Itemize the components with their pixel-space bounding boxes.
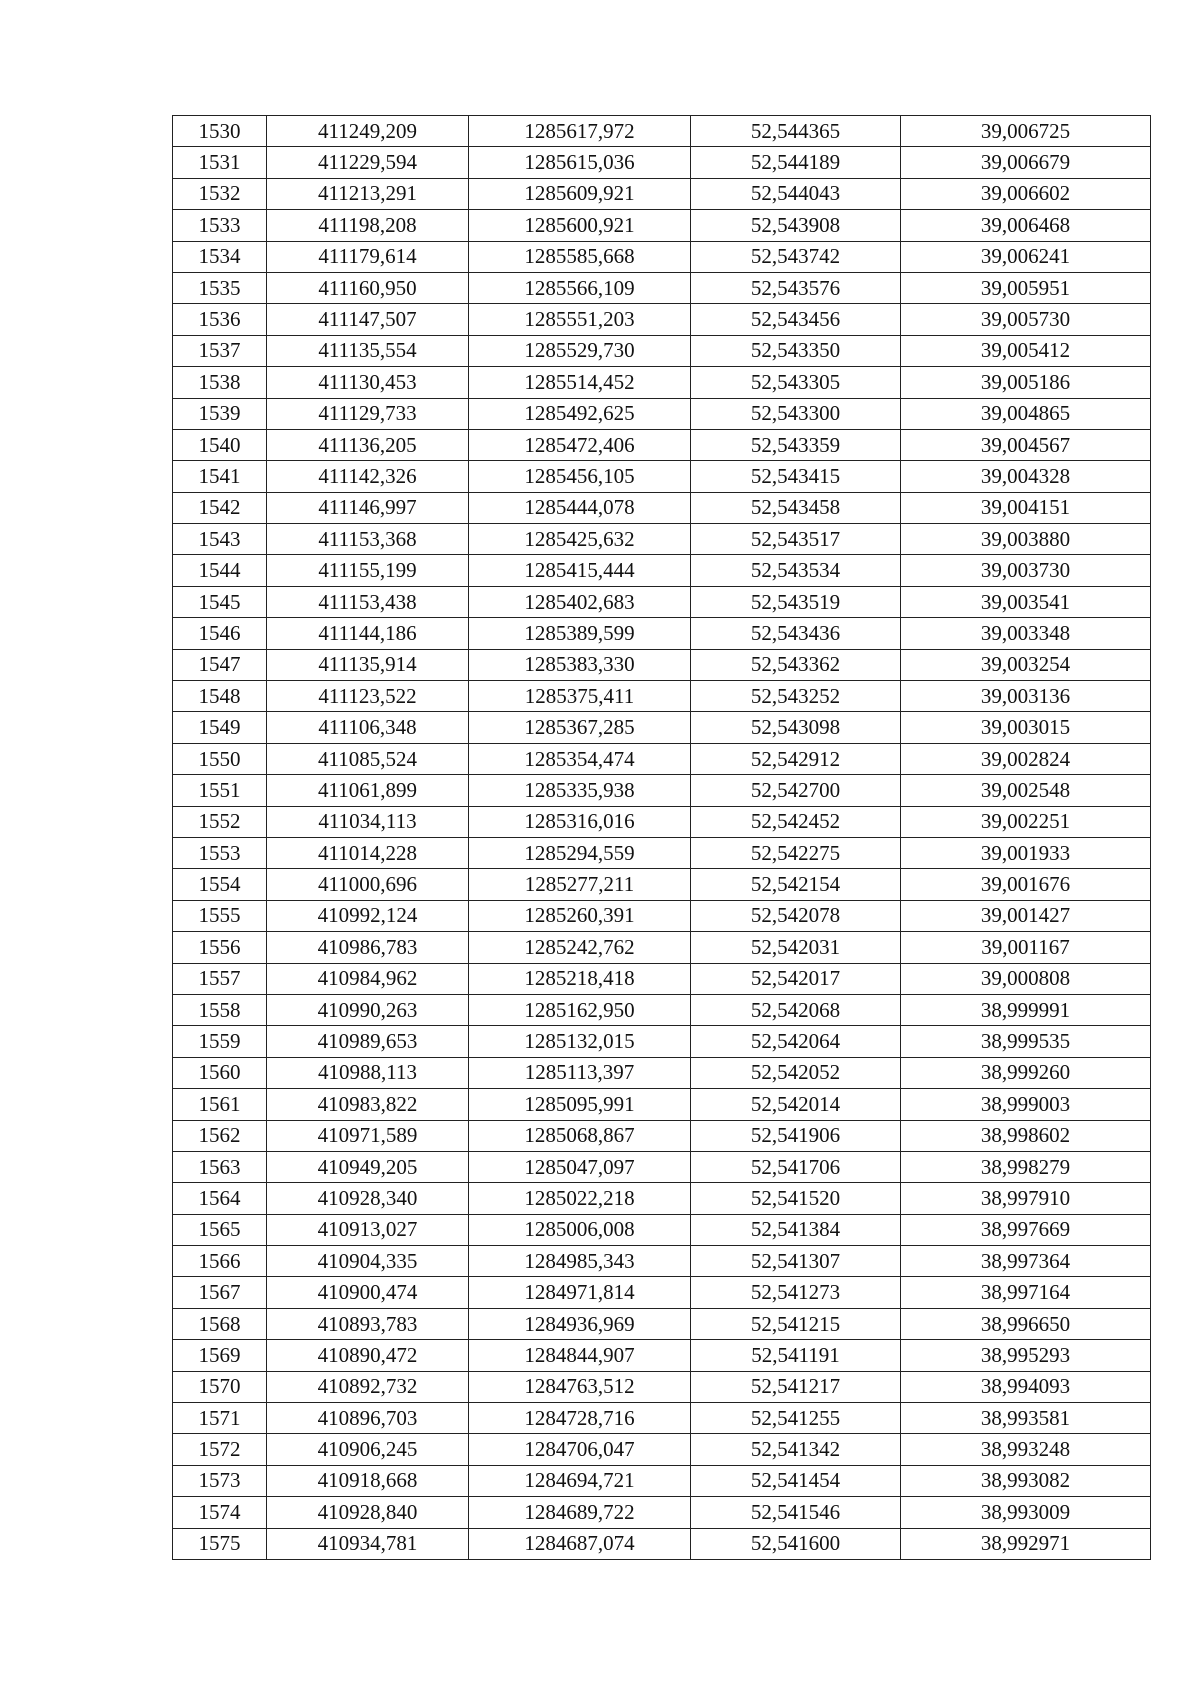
point-number-cell: 1551 — [173, 775, 267, 806]
latitude-cell: 52,544043 — [691, 178, 901, 209]
latitude-cell: 52,542031 — [691, 932, 901, 963]
y-coordinate-cell: 1284706,047 — [469, 1434, 691, 1465]
y-coordinate-cell: 1284936,969 — [469, 1308, 691, 1339]
point-number-cell: 1573 — [173, 1465, 267, 1496]
latitude-cell: 52,541384 — [691, 1214, 901, 1245]
table-row — [173, 461, 1151, 492]
longitude-cell: 39,005412 — [901, 335, 1151, 366]
point-number-cell: 1553 — [173, 837, 267, 868]
point-number-cell: 1540 — [173, 429, 267, 460]
x-coordinate-cell: 410988,113 — [267, 1057, 469, 1088]
point-number-cell: 1544 — [173, 555, 267, 586]
latitude-cell: 52,543098 — [691, 712, 901, 743]
x-coordinate-cell: 411129,733 — [267, 398, 469, 429]
latitude-cell: 52,541546 — [691, 1497, 901, 1528]
table-row — [173, 932, 1151, 963]
longitude-cell: 39,001933 — [901, 837, 1151, 868]
longitude-cell: 39,001167 — [901, 932, 1151, 963]
y-coordinate-cell: 1285375,411 — [469, 681, 691, 712]
table-row — [173, 586, 1151, 617]
latitude-cell: 52,543534 — [691, 555, 901, 586]
y-coordinate-cell: 1285600,921 — [469, 210, 691, 241]
latitude-cell: 52,542275 — [691, 837, 901, 868]
x-coordinate-cell: 411198,208 — [267, 210, 469, 241]
x-coordinate-cell: 411160,950 — [267, 272, 469, 303]
point-number-cell: 1550 — [173, 743, 267, 774]
point-number-cell: 1574 — [173, 1497, 267, 1528]
table-row — [173, 524, 1151, 555]
latitude-cell: 52,543415 — [691, 461, 901, 492]
latitude-cell: 52,543456 — [691, 304, 901, 335]
point-number-cell: 1565 — [173, 1214, 267, 1245]
point-number-cell: 1532 — [173, 178, 267, 209]
y-coordinate-cell: 1285402,683 — [469, 586, 691, 617]
x-coordinate-cell: 411135,554 — [267, 335, 469, 366]
longitude-cell: 39,006725 — [901, 116, 1151, 147]
y-coordinate-cell: 1285354,474 — [469, 743, 691, 774]
x-coordinate-cell: 410986,783 — [267, 932, 469, 963]
longitude-cell: 39,004865 — [901, 398, 1151, 429]
point-number-cell: 1536 — [173, 304, 267, 335]
y-coordinate-cell: 1284763,512 — [469, 1371, 691, 1402]
table-row — [173, 1403, 1151, 1434]
table-row — [173, 1214, 1151, 1245]
longitude-cell: 39,005730 — [901, 304, 1151, 335]
latitude-cell: 52,543908 — [691, 210, 901, 241]
x-coordinate-cell: 411229,594 — [267, 147, 469, 178]
longitude-cell: 39,002548 — [901, 775, 1151, 806]
longitude-cell: 39,001427 — [901, 900, 1151, 931]
longitude-cell: 39,006468 — [901, 210, 1151, 241]
y-coordinate-cell: 1285294,559 — [469, 837, 691, 868]
point-number-cell: 1575 — [173, 1528, 267, 1559]
table-row — [173, 775, 1151, 806]
longitude-cell: 39,006241 — [901, 241, 1151, 272]
longitude-cell: 38,999003 — [901, 1089, 1151, 1120]
longitude-cell: 39,002824 — [901, 743, 1151, 774]
y-coordinate-cell: 1285514,452 — [469, 367, 691, 398]
x-coordinate-cell: 411147,507 — [267, 304, 469, 335]
table-row — [173, 1183, 1151, 1214]
point-number-cell: 1537 — [173, 335, 267, 366]
point-number-cell: 1535 — [173, 272, 267, 303]
table-row — [173, 1308, 1151, 1339]
table-row — [173, 335, 1151, 366]
y-coordinate-cell: 1285218,418 — [469, 963, 691, 994]
table-row — [173, 869, 1151, 900]
latitude-cell: 52,541520 — [691, 1183, 901, 1214]
x-coordinate-cell: 410928,340 — [267, 1183, 469, 1214]
y-coordinate-cell: 1285047,097 — [469, 1151, 691, 1182]
table-row — [173, 806, 1151, 837]
point-number-cell: 1558 — [173, 994, 267, 1025]
latitude-cell: 52,542452 — [691, 806, 901, 837]
point-number-cell: 1559 — [173, 1026, 267, 1057]
x-coordinate-cell: 410983,822 — [267, 1089, 469, 1120]
x-coordinate-cell: 410992,124 — [267, 900, 469, 931]
x-coordinate-cell: 410904,335 — [267, 1246, 469, 1277]
point-number-cell: 1546 — [173, 618, 267, 649]
longitude-cell: 38,997910 — [901, 1183, 1151, 1214]
y-coordinate-cell: 1285162,950 — [469, 994, 691, 1025]
longitude-cell: 39,005951 — [901, 272, 1151, 303]
point-number-cell: 1555 — [173, 900, 267, 931]
table-row — [173, 367, 1151, 398]
latitude-cell: 52,541342 — [691, 1434, 901, 1465]
x-coordinate-cell: 411000,696 — [267, 869, 469, 900]
point-number-cell: 1572 — [173, 1434, 267, 1465]
longitude-cell: 39,003015 — [901, 712, 1151, 743]
longitude-cell: 39,004328 — [901, 461, 1151, 492]
x-coordinate-cell: 411144,186 — [267, 618, 469, 649]
latitude-cell: 52,542078 — [691, 900, 901, 931]
table-row — [173, 1528, 1151, 1559]
latitude-cell: 52,544365 — [691, 116, 901, 147]
point-number-cell: 1556 — [173, 932, 267, 963]
x-coordinate-cell: 410896,703 — [267, 1403, 469, 1434]
point-number-cell: 1548 — [173, 681, 267, 712]
x-coordinate-cell: 411153,438 — [267, 586, 469, 617]
longitude-cell: 38,993248 — [901, 1434, 1151, 1465]
table-row — [173, 994, 1151, 1025]
table-row — [173, 147, 1151, 178]
table-row — [173, 1026, 1151, 1057]
latitude-cell: 52,541454 — [691, 1465, 901, 1496]
point-number-cell: 1560 — [173, 1057, 267, 1088]
longitude-cell: 38,999260 — [901, 1057, 1151, 1088]
longitude-cell: 39,002251 — [901, 806, 1151, 837]
longitude-cell: 39,003348 — [901, 618, 1151, 649]
point-number-cell: 1541 — [173, 461, 267, 492]
latitude-cell: 52,543252 — [691, 681, 901, 712]
longitude-cell: 39,003254 — [901, 649, 1151, 680]
longitude-cell: 38,999535 — [901, 1026, 1151, 1057]
longitude-cell: 38,994093 — [901, 1371, 1151, 1402]
longitude-cell: 38,998279 — [901, 1151, 1151, 1182]
latitude-cell: 52,543517 — [691, 524, 901, 555]
point-number-cell: 1554 — [173, 869, 267, 900]
point-number-cell: 1530 — [173, 116, 267, 147]
point-number-cell: 1538 — [173, 367, 267, 398]
point-number-cell: 1534 — [173, 241, 267, 272]
y-coordinate-cell: 1285585,668 — [469, 241, 691, 272]
point-number-cell: 1545 — [173, 586, 267, 617]
x-coordinate-cell: 411146,997 — [267, 492, 469, 523]
point-number-cell: 1564 — [173, 1183, 267, 1214]
latitude-cell: 52,542052 — [691, 1057, 901, 1088]
longitude-cell: 39,004151 — [901, 492, 1151, 523]
x-coordinate-cell: 410990,263 — [267, 994, 469, 1025]
table-row — [173, 900, 1151, 931]
latitude-cell: 52,542064 — [691, 1026, 901, 1057]
table-row — [173, 116, 1151, 147]
y-coordinate-cell: 1285456,105 — [469, 461, 691, 492]
y-coordinate-cell: 1285425,632 — [469, 524, 691, 555]
table-row — [173, 618, 1151, 649]
x-coordinate-cell: 411136,205 — [267, 429, 469, 460]
table-row — [173, 681, 1151, 712]
y-coordinate-cell: 1285551,203 — [469, 304, 691, 335]
latitude-cell: 52,542068 — [691, 994, 901, 1025]
table-row — [173, 1151, 1151, 1182]
y-coordinate-cell: 1285006,008 — [469, 1214, 691, 1245]
point-number-cell: 1533 — [173, 210, 267, 241]
table-row — [173, 1340, 1151, 1371]
latitude-cell: 52,541255 — [691, 1403, 901, 1434]
y-coordinate-cell: 1285242,762 — [469, 932, 691, 963]
table-row — [173, 743, 1151, 774]
longitude-cell: 39,003730 — [901, 555, 1151, 586]
y-coordinate-cell: 1285132,015 — [469, 1026, 691, 1057]
latitude-cell: 52,543350 — [691, 335, 901, 366]
x-coordinate-cell: 410900,474 — [267, 1277, 469, 1308]
point-number-cell: 1563 — [173, 1151, 267, 1182]
x-coordinate-cell: 410949,205 — [267, 1151, 469, 1182]
latitude-cell: 52,543362 — [691, 649, 901, 680]
point-number-cell: 1570 — [173, 1371, 267, 1402]
longitude-cell: 38,992971 — [901, 1528, 1151, 1559]
latitude-cell: 52,541191 — [691, 1340, 901, 1371]
point-number-cell: 1562 — [173, 1120, 267, 1151]
x-coordinate-cell: 411061,899 — [267, 775, 469, 806]
point-number-cell: 1547 — [173, 649, 267, 680]
y-coordinate-cell: 1285615,036 — [469, 147, 691, 178]
y-coordinate-cell: 1285095,991 — [469, 1089, 691, 1120]
latitude-cell: 52,543359 — [691, 429, 901, 460]
x-coordinate-cell: 411106,348 — [267, 712, 469, 743]
table-row — [173, 837, 1151, 868]
latitude-cell: 52,541307 — [691, 1246, 901, 1277]
table-row — [173, 1371, 1151, 1402]
table-row — [173, 712, 1151, 743]
y-coordinate-cell: 1284844,907 — [469, 1340, 691, 1371]
y-coordinate-cell: 1285617,972 — [469, 116, 691, 147]
y-coordinate-cell: 1284971,814 — [469, 1277, 691, 1308]
y-coordinate-cell: 1285444,078 — [469, 492, 691, 523]
latitude-cell: 52,541706 — [691, 1151, 901, 1182]
latitude-cell: 52,541215 — [691, 1308, 901, 1339]
table-row — [173, 649, 1151, 680]
latitude-cell: 52,543305 — [691, 367, 901, 398]
latitude-cell: 52,541600 — [691, 1528, 901, 1559]
point-number-cell: 1531 — [173, 147, 267, 178]
x-coordinate-cell: 410893,783 — [267, 1308, 469, 1339]
x-coordinate-cell: 410913,027 — [267, 1214, 469, 1245]
point-number-cell: 1552 — [173, 806, 267, 837]
x-coordinate-cell: 411249,209 — [267, 116, 469, 147]
x-coordinate-cell: 410906,245 — [267, 1434, 469, 1465]
longitude-cell: 38,999991 — [901, 994, 1151, 1025]
y-coordinate-cell: 1285383,330 — [469, 649, 691, 680]
table-row — [173, 1246, 1151, 1277]
longitude-cell: 38,995293 — [901, 1340, 1151, 1371]
x-coordinate-cell: 410984,962 — [267, 963, 469, 994]
point-number-cell: 1569 — [173, 1340, 267, 1371]
x-coordinate-cell: 411014,228 — [267, 837, 469, 868]
table-row — [173, 272, 1151, 303]
y-coordinate-cell: 1285367,285 — [469, 712, 691, 743]
y-coordinate-cell: 1284694,721 — [469, 1465, 691, 1496]
coordinates-table — [172, 115, 1151, 1560]
y-coordinate-cell: 1285068,867 — [469, 1120, 691, 1151]
point-number-cell: 1549 — [173, 712, 267, 743]
longitude-cell: 38,993581 — [901, 1403, 1151, 1434]
point-number-cell: 1557 — [173, 963, 267, 994]
y-coordinate-cell: 1284689,722 — [469, 1497, 691, 1528]
y-coordinate-cell: 1285492,625 — [469, 398, 691, 429]
table-row — [173, 1057, 1151, 1088]
latitude-cell: 52,543576 — [691, 272, 901, 303]
x-coordinate-cell: 410971,589 — [267, 1120, 469, 1151]
longitude-cell: 38,996650 — [901, 1308, 1151, 1339]
y-coordinate-cell: 1285022,218 — [469, 1183, 691, 1214]
latitude-cell: 52,542154 — [691, 869, 901, 900]
point-number-cell: 1567 — [173, 1277, 267, 1308]
coordinates-table-body — [173, 116, 1151, 1560]
x-coordinate-cell: 411135,914 — [267, 649, 469, 680]
x-coordinate-cell: 410918,668 — [267, 1465, 469, 1496]
x-coordinate-cell: 410892,732 — [267, 1371, 469, 1402]
table-row — [173, 304, 1151, 335]
table-row — [173, 210, 1151, 241]
latitude-cell: 52,542017 — [691, 963, 901, 994]
longitude-cell: 39,001676 — [901, 869, 1151, 900]
y-coordinate-cell: 1285415,444 — [469, 555, 691, 586]
table-row — [173, 1277, 1151, 1308]
x-coordinate-cell: 410890,472 — [267, 1340, 469, 1371]
point-number-cell: 1561 — [173, 1089, 267, 1120]
longitude-cell: 39,005186 — [901, 367, 1151, 398]
table-row — [173, 241, 1151, 272]
x-coordinate-cell: 411142,326 — [267, 461, 469, 492]
longitude-cell: 39,003541 — [901, 586, 1151, 617]
y-coordinate-cell: 1285566,109 — [469, 272, 691, 303]
latitude-cell: 52,542912 — [691, 743, 901, 774]
y-coordinate-cell: 1285389,599 — [469, 618, 691, 649]
x-coordinate-cell: 410928,840 — [267, 1497, 469, 1528]
x-coordinate-cell: 410934,781 — [267, 1528, 469, 1559]
table-row — [173, 963, 1151, 994]
table-row — [173, 1089, 1151, 1120]
latitude-cell: 52,541273 — [691, 1277, 901, 1308]
table-row — [173, 1465, 1151, 1496]
longitude-cell: 39,004567 — [901, 429, 1151, 460]
y-coordinate-cell: 1285472,406 — [469, 429, 691, 460]
latitude-cell: 52,541217 — [691, 1371, 901, 1402]
y-coordinate-cell: 1285609,921 — [469, 178, 691, 209]
x-coordinate-cell: 411213,291 — [267, 178, 469, 209]
latitude-cell: 52,543458 — [691, 492, 901, 523]
latitude-cell: 52,543742 — [691, 241, 901, 272]
table-row — [173, 555, 1151, 586]
table-row — [173, 1434, 1151, 1465]
x-coordinate-cell: 411153,368 — [267, 524, 469, 555]
y-coordinate-cell: 1285335,938 — [469, 775, 691, 806]
table-row — [173, 492, 1151, 523]
point-number-cell: 1543 — [173, 524, 267, 555]
y-coordinate-cell: 1284985,343 — [469, 1246, 691, 1277]
point-number-cell: 1571 — [173, 1403, 267, 1434]
point-number-cell: 1566 — [173, 1246, 267, 1277]
longitude-cell: 39,006679 — [901, 147, 1151, 178]
latitude-cell: 52,541906 — [691, 1120, 901, 1151]
latitude-cell: 52,543519 — [691, 586, 901, 617]
x-coordinate-cell: 411130,453 — [267, 367, 469, 398]
y-coordinate-cell: 1285260,391 — [469, 900, 691, 931]
y-coordinate-cell: 1285113,397 — [469, 1057, 691, 1088]
x-coordinate-cell: 411034,113 — [267, 806, 469, 837]
longitude-cell: 39,000808 — [901, 963, 1151, 994]
y-coordinate-cell: 1285529,730 — [469, 335, 691, 366]
y-coordinate-cell: 1285316,016 — [469, 806, 691, 837]
x-coordinate-cell: 410989,653 — [267, 1026, 469, 1057]
latitude-cell: 52,543436 — [691, 618, 901, 649]
point-number-cell: 1539 — [173, 398, 267, 429]
latitude-cell: 52,544189 — [691, 147, 901, 178]
table-row — [173, 1120, 1151, 1151]
latitude-cell: 52,543300 — [691, 398, 901, 429]
latitude-cell: 52,542700 — [691, 775, 901, 806]
y-coordinate-cell: 1284687,074 — [469, 1528, 691, 1559]
longitude-cell: 38,993082 — [901, 1465, 1151, 1496]
point-number-cell: 1542 — [173, 492, 267, 523]
longitude-cell: 38,997364 — [901, 1246, 1151, 1277]
x-coordinate-cell: 411085,524 — [267, 743, 469, 774]
latitude-cell: 52,542014 — [691, 1089, 901, 1120]
longitude-cell: 39,003136 — [901, 681, 1151, 712]
longitude-cell: 39,003880 — [901, 524, 1151, 555]
table-row — [173, 178, 1151, 209]
longitude-cell: 39,006602 — [901, 178, 1151, 209]
table-row — [173, 429, 1151, 460]
y-coordinate-cell: 1284728,716 — [469, 1403, 691, 1434]
point-number-cell: 1568 — [173, 1308, 267, 1339]
x-coordinate-cell: 411123,522 — [267, 681, 469, 712]
table-row — [173, 1497, 1151, 1528]
longitude-cell: 38,997164 — [901, 1277, 1151, 1308]
y-coordinate-cell: 1285277,211 — [469, 869, 691, 900]
table-row — [173, 398, 1151, 429]
longitude-cell: 38,993009 — [901, 1497, 1151, 1528]
longitude-cell: 38,997669 — [901, 1214, 1151, 1245]
x-coordinate-cell: 411179,614 — [267, 241, 469, 272]
longitude-cell: 38,998602 — [901, 1120, 1151, 1151]
x-coordinate-cell: 411155,199 — [267, 555, 469, 586]
